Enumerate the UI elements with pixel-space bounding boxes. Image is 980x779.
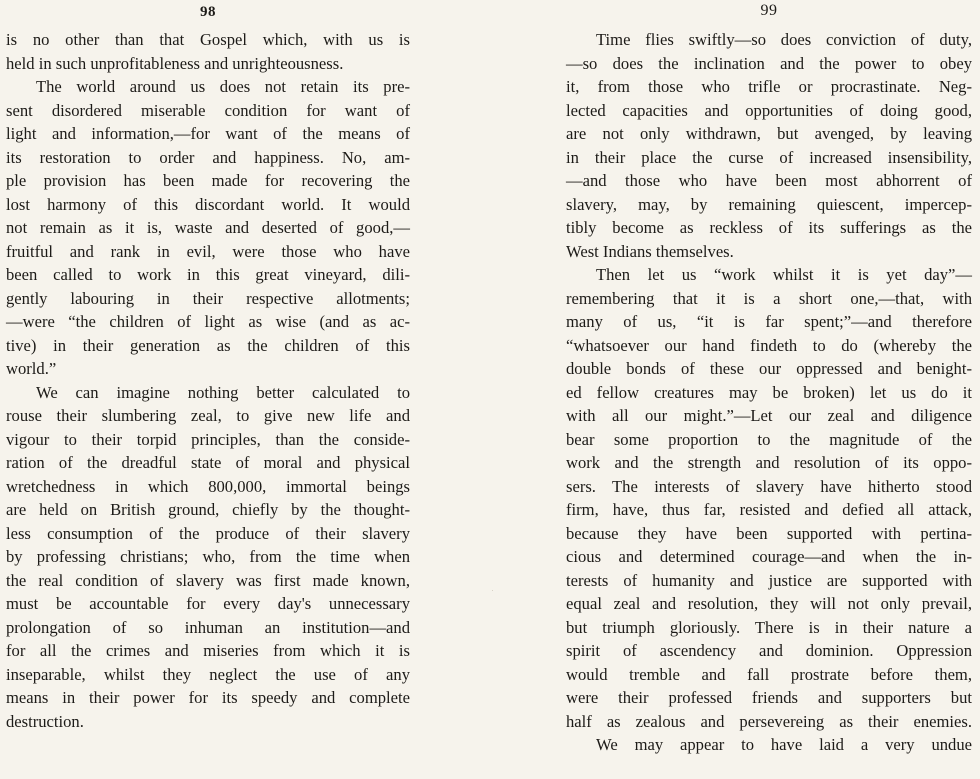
text-line: ration of the dreadful state of moral and physical (6, 453, 410, 472)
text-line: Time flies swiftly—so does conviction of duty, (596, 30, 972, 49)
text-line: work and the strength and resolution of its oppo- (566, 453, 972, 472)
text-line: inseparable, whilst they neglect the use of any (6, 664, 410, 684)
text-line: tive) in their generation as the children of this (6, 335, 410, 355)
text-line: rouse their slumbering zeal, to give new life and (6, 406, 410, 425)
text-line: “whatsoever our hand findeth to do (whereby the (566, 335, 972, 355)
text-line: with all our might.”—Let our zeal and diligence (566, 406, 972, 425)
text-line: must be accountable for every day's unnecessary (6, 594, 410, 613)
text-line: wretchedness in which 800,000, immortal beings (6, 476, 410, 496)
text-line: —and those who have been most abhorrent of (566, 171, 972, 190)
text-line: light and information,—for want of the means of (6, 124, 410, 143)
text-line: We can imagine nothing better calculated to (36, 382, 410, 402)
text-line: terests of humanity and justice are supported with (566, 570, 972, 590)
text-line: but triumph gloriously. There is in their nature a (566, 617, 972, 637)
text-line: many of us, “it is far spent;”—and therefore (566, 312, 972, 331)
text-line: West Indians themselves. (566, 241, 734, 261)
text-line: cious and determined courage—and when the in- (566, 547, 972, 566)
text-line: not remain as it is, waste and deserted of good,— (6, 218, 410, 237)
text-line: slavery, may, by remaining quiescent, impercep- (566, 194, 972, 214)
text-line: vigour to their torpid principles, than the conside- (6, 429, 410, 449)
page-number-right: 99 (760, 2, 778, 19)
text-line: gently labouring in their respective allotments; (6, 288, 410, 308)
text-line: its restoration to order and happiness. No, am- (6, 147, 410, 167)
right-page-text (566, 28, 972, 757)
text-line: firm, have, thus far, resisted and defied all attack, (566, 500, 972, 519)
text-line: fruitful and rank in evil, were those who have (6, 241, 410, 261)
text-line: Then let us “work whilst it is yet day”— (596, 265, 972, 284)
text-line: because they have been supported with pertina- (566, 523, 972, 543)
text-line: it, from those who trifle or procrastinate. Neg- (566, 77, 972, 96)
text-line: half as zealous and persevereing as their enemies. (566, 711, 972, 731)
text-line: prolongation of so inhuman an institution—and (6, 617, 410, 637)
text-line: lected capacities and opportunities of doing good, (566, 100, 972, 120)
text-line: tibly become as reckless of its sufferings as the (566, 218, 972, 237)
text-line: equal zeal and resolution, they will not only prevail, (566, 594, 972, 613)
text-line: been called to work in this great vineyard, dili- (6, 265, 410, 284)
text-line: are not only withdrawn, but avenged, by leaving (566, 124, 972, 143)
text-line: for all the crimes and miseries from which it is (6, 641, 410, 660)
text-line: would tremble and fall prostrate before them, (566, 664, 972, 684)
text-line: —so does the inclination and the power to obey (566, 53, 972, 73)
text-line: is no other than that Gospel which, with us is (6, 30, 410, 49)
text-line: ed fellow creatures may be broken) let us do it (566, 382, 972, 402)
text-line: world.” (6, 359, 57, 378)
text-line: sers. The interests of slavery have hitherto stood (566, 476, 972, 496)
text-line: in their place the curse of increased insensibility, (566, 147, 972, 167)
text-line: the real condition of slavery was first made known, (6, 570, 410, 590)
text-line: remembering that it is a short one,—that, with (566, 288, 972, 308)
text-line: means in their power for its speedy and complete (6, 688, 410, 707)
text-line: less consumption of the produce of their slavery (6, 523, 410, 543)
text-line: double bonds of these our oppressed and benight- (566, 359, 972, 378)
text-line: sent disordered miserable condition for want of (6, 100, 410, 120)
text-line: ple provision has been made for recovering the (6, 171, 410, 190)
text-line: spirit of ascendency and dominion. Oppression (566, 641, 972, 660)
text-line: by professing christians; who, from the time when (6, 547, 410, 566)
text-line: lost harmony of this discordant world. It would (6, 194, 410, 214)
gutter-mark (492, 590, 493, 591)
text-line: held in such unprofitableness and unrighteousness. (6, 53, 344, 73)
left-page-text (6, 28, 410, 733)
text-line: are held on British ground, chiefly by the thought- (6, 500, 410, 519)
text-line: bear some proportion to the magnitude of the (566, 429, 972, 449)
text-line: —were “the children of light as wise (and as ac- (6, 312, 410, 331)
text-line: destruction. (6, 711, 84, 731)
text-line: We may appear to have laid a very undue (596, 735, 972, 754)
text-line: The world around us does not retain its pre- (36, 77, 410, 96)
text-line: were their professed friends and supporters but (566, 688, 972, 707)
page-number-left: 98 (200, 4, 216, 20)
